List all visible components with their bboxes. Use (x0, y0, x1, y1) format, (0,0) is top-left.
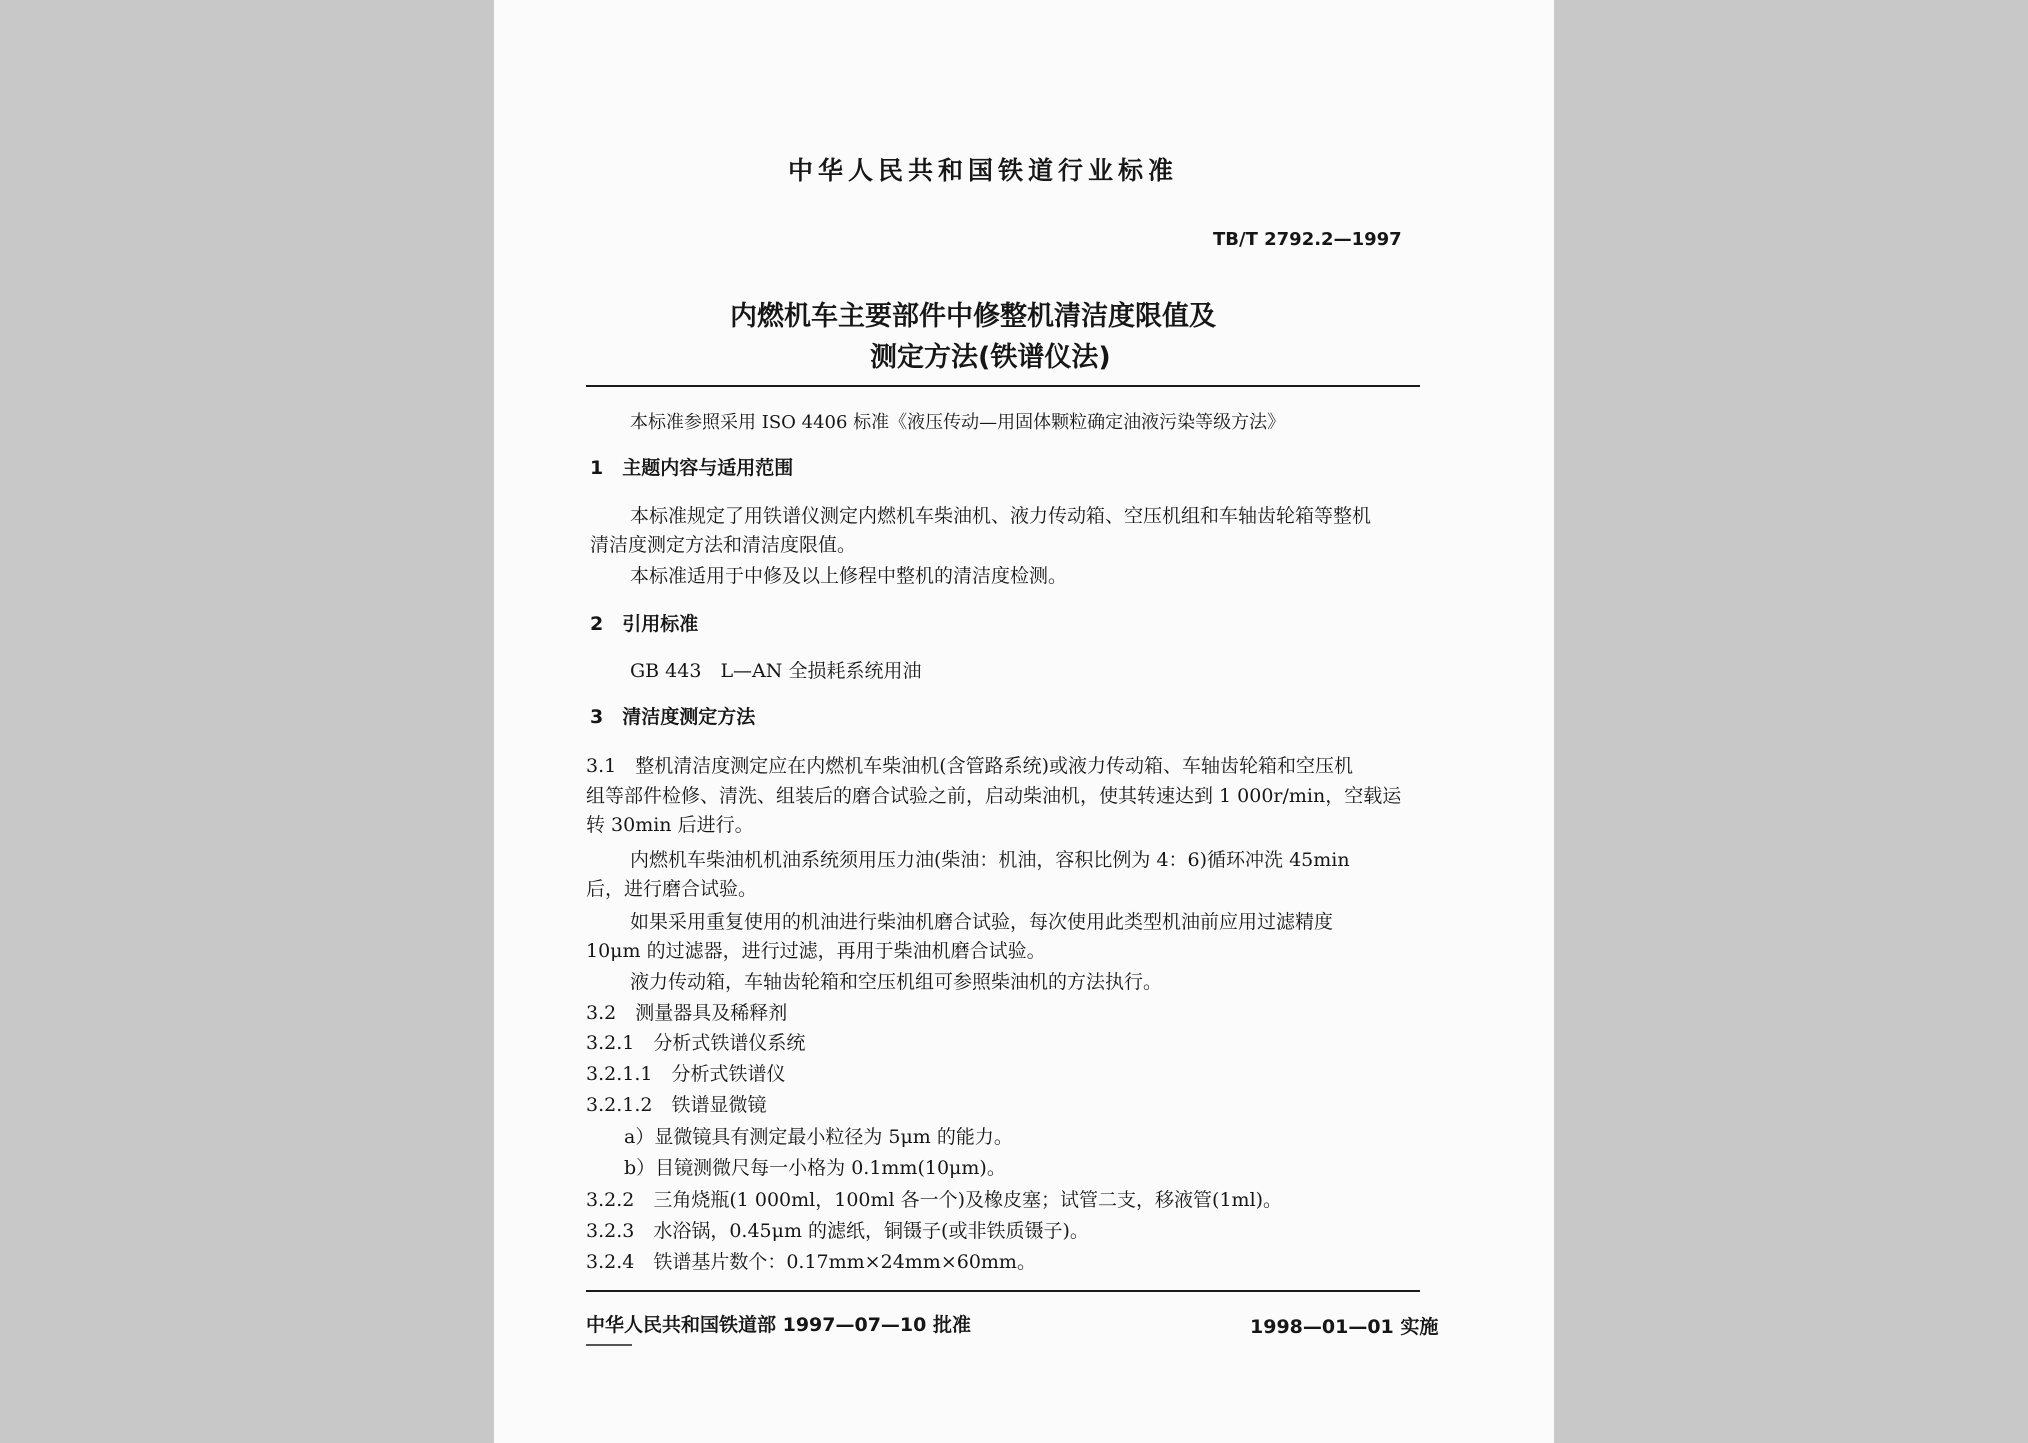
clause-3-2-1-2: 3.2.1.2 铁谱显微镜 (586, 1094, 767, 1116)
effective-date: 1998—01—01 实施 (1250, 1316, 1439, 1338)
clause-3-2: 3.2 测量器具及稀释剂 (586, 1002, 788, 1024)
clause-3-2-2: 3.2.2 三角烧瓶(1 000ml，100ml 各一个)及橡皮塞；试管二支，移液管(1ml)。 (586, 1189, 1283, 1211)
clause-3-2-4: 3.2.4 铁谱基片数个：0.17mm×24mm×60mm。 (586, 1251, 1036, 1273)
clause-3-2-1-1: 3.2.1.1 分析式铁谱仪 (586, 1063, 786, 1085)
standard-code: TB/T 2792.2—1997 (1213, 229, 1402, 250)
document-title-line2: 测定方法(铁谱仪法) (870, 342, 1111, 373)
document-page (494, 0, 1554, 1443)
clause-3-1-line3: 转 30min 后进行。 (586, 814, 754, 836)
approval-statement: 中华人民共和国铁道部 1997—07—10 批准 (586, 1314, 971, 1336)
clause-3-1-para4: 液力传动箱，车轴齿轮箱和空压机组可参照柴油机的方法执行。 (630, 971, 1163, 993)
clause-3-2-3: 3.2.3 水浴锅，0.45μm 的滤纸，铜镊子(或非铁质镊子)。 (586, 1220, 1089, 1242)
issuing-authority-title: 中华人民共和国铁道行业标准 (788, 156, 1179, 185)
list-item-a: a）显微镜具有测定最小粒径为 5μm 的能力。 (624, 1126, 1013, 1148)
clause-3-1-para3-line2: 10μm 的过滤器，进行过滤，再用于柴油机磨合试验。 (586, 940, 1046, 962)
section-2-heading: 2 引用标准 (590, 613, 699, 635)
section-1-para1-line1: 本标准规定了用铁谱仪测定内燃机车柴油机、液力传动箱、空压机组和车轴齿轮箱等整机 (630, 505, 1372, 527)
clause-3-2-1: 3.2.1 分析式铁谱仪系统 (586, 1032, 806, 1054)
section-1-para1-line2: 清洁度测定方法和清洁度限值。 (590, 534, 857, 556)
list-item-b: b）目镜测微尺每一小格为 0.1mm(10μm)。 (624, 1157, 1006, 1179)
section-3-heading: 3 清洁度测定方法 (590, 706, 756, 728)
reference-standard-gb443: GB 443 L—AN 全损耗系统用油 (630, 660, 922, 682)
section-1-para2: 本标准适用于中修及以上修程中整机的清洁度检测。 (630, 565, 1068, 587)
clause-3-1-line2: 组等部件检修、清洗、组装后的磨合试验之前，启动柴油机，使其转速达到 1 000r/min，空载运 (586, 785, 1402, 807)
clause-3-1-para3-line1: 如果采用重复使用的机油进行柴油机磨合试验，每次使用此类型机油前应用过滤精度 (630, 911, 1334, 933)
clause-3-1-para2-line2: 后，进行磨合试验。 (586, 878, 758, 900)
document-title-line1: 内燃机车主要部件中修整机清洁度限值及 (730, 301, 1216, 332)
scan-mark (586, 1344, 632, 1346)
footer-divider (586, 1290, 1420, 1292)
clause-3-1-line1: 3.1 整机清洁度测定应在内燃机车柴油机(含管路系统)或液力传动箱、车轴齿轮箱和空压机 (586, 755, 1354, 777)
intro-paragraph: 本标准参照采用 ISO 4406 标准《液压传动—用固体颗粒确定油液污染等级方法》 (630, 412, 1286, 433)
section-1-heading: 1 主题内容与适用范围 (590, 457, 794, 479)
title-divider (586, 385, 1420, 387)
clause-3-1-para2-line1: 内燃机车柴油机机油系统须用压力油(柴油：机油，容积比例为 4：6)循环冲洗 45min (630, 849, 1350, 871)
